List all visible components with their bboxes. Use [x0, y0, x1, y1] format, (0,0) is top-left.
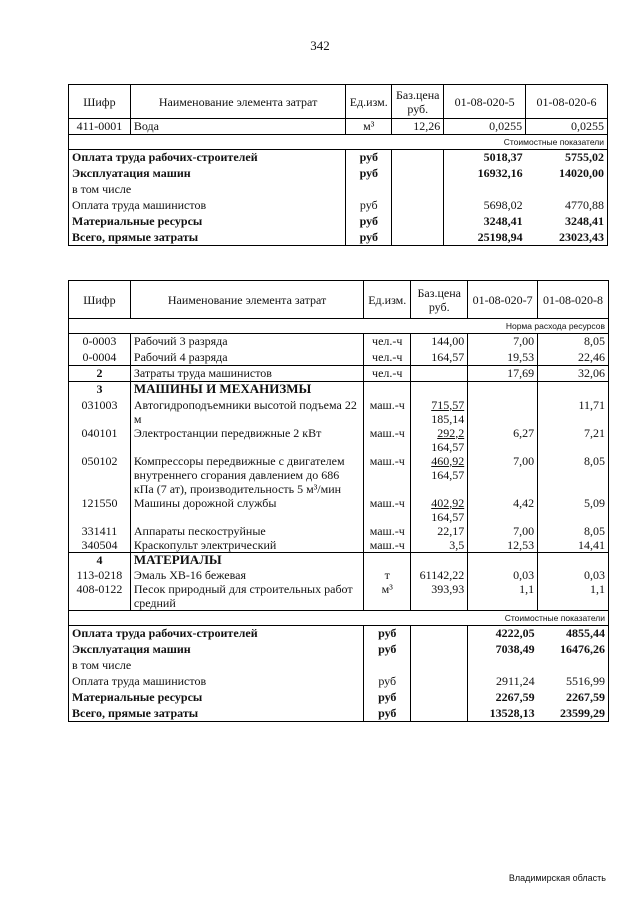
- column-header: Наименование элемента затрат: [130, 85, 345, 119]
- spacer: [392, 150, 444, 166]
- summary-label: в том числе: [69, 658, 364, 674]
- resource-code: 040101: [69, 426, 131, 454]
- table-row: [69, 568, 609, 582]
- value-col-1: 17,69: [468, 366, 538, 382]
- summary-unit: руб: [364, 642, 411, 658]
- spacer: [346, 135, 392, 150]
- spacer: [411, 642, 468, 658]
- value-col-2: 5516,99: [538, 674, 609, 690]
- base-price-value: 61142,22: [419, 568, 465, 582]
- value-col-2: 16476,26: [538, 642, 609, 658]
- spacer: [411, 658, 468, 674]
- spacer: [411, 690, 468, 706]
- summary-label: Эксплуатация машин: [69, 642, 364, 658]
- table-row: [69, 230, 608, 246]
- summary-label: Материальные ресурсы: [69, 690, 364, 706]
- value-col-1: 19,53: [468, 350, 538, 366]
- resource-name: Рабочий 3 разряда: [130, 334, 363, 350]
- resource-name: Рабочий 4 разряда: [130, 350, 363, 366]
- resource-name: Песок природный для строительных работ средний: [130, 582, 363, 611]
- column-header: Баз.цена руб.: [411, 281, 468, 319]
- value-col-1: [468, 658, 538, 674]
- table-row: [69, 382, 609, 398]
- resource-name: Эмаль ХВ-16 бежевая: [130, 568, 363, 582]
- spacer: [69, 611, 131, 626]
- summary-unit: руб: [364, 674, 411, 690]
- spacer: [364, 552, 411, 568]
- spacer: [130, 319, 363, 334]
- summary-unit: руб: [346, 166, 392, 182]
- table-row: [69, 538, 609, 553]
- table-row: [69, 350, 609, 366]
- value-col-2: 8,05: [538, 334, 609, 350]
- section-number: 2: [69, 366, 131, 382]
- spacer: [538, 382, 609, 398]
- spacer: [411, 611, 468, 626]
- section-label: Норма расхода ресурсов: [468, 319, 609, 334]
- value-col-1: 7,00: [468, 334, 538, 350]
- summary-unit: руб: [364, 626, 411, 642]
- table-row: [69, 366, 609, 382]
- value-col-1: [468, 398, 538, 426]
- resource-unit: т: [364, 568, 411, 582]
- value-col-2: 32,06: [538, 366, 609, 382]
- cost-table-2: [68, 280, 609, 722]
- summary-label: Оплата труда машинистов: [69, 198, 346, 214]
- resource-name: Компрессоры передвижные с двигателем внутреннего сгорания давлением до 686 кПа (7 ат), производительность 5 м³/мин: [130, 454, 363, 496]
- table-row: [69, 119, 608, 135]
- table-row: [69, 334, 609, 350]
- resource-unit: чел.-ч: [364, 334, 411, 350]
- spacer: [468, 382, 538, 398]
- summary-unit: [364, 658, 411, 674]
- value-col-2: 1,1: [538, 582, 609, 611]
- value-col-2: 14020,00: [526, 166, 608, 182]
- summary-unit: [346, 182, 392, 198]
- summary-label: Оплата труда рабочих-строителей: [69, 150, 346, 166]
- value-col-1: 0,03: [468, 568, 538, 582]
- value-col-1: 16932,16: [444, 166, 526, 182]
- spacer: [411, 319, 468, 334]
- resource-unit: маш.-ч: [364, 426, 411, 454]
- base-price: [411, 454, 468, 496]
- value-col-1: 25198,94: [444, 230, 526, 246]
- table-row: [69, 166, 608, 182]
- value-col-2: [526, 182, 608, 198]
- table-row: [69, 611, 609, 626]
- base-price-secondary: 164,57: [431, 439, 465, 454]
- base-price: [411, 334, 468, 350]
- column-header: 01-08-020-5: [444, 85, 526, 119]
- resource-unit: маш.-ч: [364, 524, 411, 538]
- base-price-value: 402,92: [431, 495, 465, 510]
- value-col-1: [444, 182, 526, 198]
- value-col-2: [538, 658, 609, 674]
- resource-unit: маш.-ч: [364, 496, 411, 524]
- value-col-1: 1,1: [468, 582, 538, 611]
- base-price: [411, 538, 468, 553]
- spacer: [392, 198, 444, 214]
- resource-code: 408-0122: [69, 582, 131, 611]
- base-price: [411, 524, 468, 538]
- table-row: [69, 85, 608, 119]
- resource-code: 113-0218: [69, 568, 131, 582]
- cost-table-1: [68, 84, 608, 246]
- summary-label: Всего, прямые затраты: [69, 230, 346, 246]
- value-col-2: 11,71: [538, 398, 609, 426]
- table-row: [69, 674, 609, 690]
- base-price-value: 715,57: [431, 397, 465, 412]
- spacer: [364, 611, 411, 626]
- resource-unit: маш.-ч: [364, 454, 411, 496]
- table-row: [69, 198, 608, 214]
- table-row: [69, 182, 608, 198]
- resource-code: 340504: [69, 538, 131, 553]
- summary-label: Материальные ресурсы: [69, 214, 346, 230]
- spacer: [69, 135, 131, 150]
- spacer: [392, 135, 444, 150]
- base-price-secondary: 185,14: [431, 411, 465, 426]
- value-col-1: 13528,13: [468, 706, 538, 722]
- column-header: Баз.цена руб.: [392, 85, 444, 119]
- spacer: [130, 611, 363, 626]
- resource-code: 0-0004: [69, 350, 131, 366]
- base-price: [411, 582, 468, 611]
- summary-unit: руб: [346, 150, 392, 166]
- table-row: [69, 214, 608, 230]
- summary-label: Оплата труда рабочих-строителей: [69, 626, 364, 642]
- spacer: [392, 230, 444, 246]
- column-header: Шифр: [69, 281, 131, 319]
- resource-name: Машины дорожной службы: [130, 496, 363, 524]
- value-col-2: 23023,43: [526, 230, 608, 246]
- spacer: [69, 319, 131, 334]
- base-price-value: 3,5: [449, 537, 465, 552]
- column-header: 01-08-020-7: [468, 281, 538, 319]
- column-header: 01-08-020-8: [538, 281, 609, 319]
- spacer: [392, 166, 444, 182]
- value-col-2: 8,05: [538, 454, 609, 496]
- column-header: Ед.изм.: [346, 85, 392, 119]
- resource-code: 031003: [69, 398, 131, 426]
- value-col-1: 4,42: [468, 496, 538, 524]
- base-price-value: 393,93: [431, 582, 465, 596]
- resource-unit: чел.-ч: [364, 366, 411, 382]
- value-col-1: 3248,41: [444, 214, 526, 230]
- value-col-2: 22,46: [538, 350, 609, 366]
- table-row: [69, 281, 609, 319]
- value-col-1: 5018,37: [444, 150, 526, 166]
- base-price: [411, 398, 468, 426]
- spacer: [364, 319, 411, 334]
- spacer: [411, 626, 468, 642]
- spacer: [392, 182, 444, 198]
- table-row: [69, 642, 609, 658]
- value-col-2: 0,03: [538, 568, 609, 582]
- spacer: [411, 706, 468, 722]
- value-col-1: 7,00: [468, 454, 538, 496]
- value-col-1: 2267,59: [468, 690, 538, 706]
- resource-name: Аппараты пескоструйные: [130, 524, 363, 538]
- base-price-value: 22,17: [437, 523, 465, 538]
- summary-label: Оплата труда машинистов: [69, 674, 364, 690]
- base-price-value: 292,2: [437, 425, 465, 440]
- table-row: [69, 524, 609, 538]
- table-row: [69, 690, 609, 706]
- table-row: [69, 135, 608, 150]
- resource-code: 121550: [69, 496, 131, 524]
- value-col-2: 4770,88: [526, 198, 608, 214]
- section-label: Стоимостные показатели: [468, 611, 609, 626]
- summary-label: Всего, прямые затраты: [69, 706, 364, 722]
- resource-name: Автогидроподъемники высотой подъема 22 м: [130, 398, 363, 426]
- value-col-2: 8,05: [538, 524, 609, 538]
- table-row: [69, 398, 609, 426]
- base-price: [411, 350, 468, 366]
- column-header: Ед.изм.: [364, 281, 411, 319]
- footer-region: Владимирская область: [508, 873, 606, 883]
- value-col-1: 4222,05: [468, 626, 538, 642]
- resource-unit: маш.-ч: [364, 398, 411, 426]
- table-row: [69, 552, 609, 568]
- value-col-2: 14,41: [538, 538, 609, 553]
- table-row: [69, 150, 608, 166]
- value-col-2: 3248,41: [526, 214, 608, 230]
- resource-name: Вода: [130, 119, 345, 135]
- spacer: [364, 382, 411, 398]
- resource-code: 411-0001: [69, 119, 131, 135]
- base-price: 12,26: [392, 119, 444, 135]
- page-number: 342: [310, 38, 330, 53]
- base-price: [411, 568, 468, 582]
- spacer: [411, 674, 468, 690]
- section-number: 3: [69, 382, 131, 398]
- value-col-2: 23599,29: [538, 706, 609, 722]
- summary-label: Эксплуатация машин: [69, 166, 346, 182]
- table-row: [69, 454, 609, 496]
- value-col-2: 5,09: [538, 496, 609, 524]
- resource-name: Электростанции передвижные 2 кВт: [130, 426, 363, 454]
- spacer: [392, 214, 444, 230]
- spacer: [538, 552, 609, 568]
- spacer: [468, 552, 538, 568]
- summary-unit: руб: [346, 198, 392, 214]
- column-header: Наименование элемента затрат: [130, 281, 363, 319]
- column-header: 01-08-020-6: [526, 85, 608, 119]
- value-col-1: 7,00: [468, 524, 538, 538]
- base-price-value: 144,00: [431, 334, 465, 348]
- resource-name: Затраты труда машинистов: [130, 366, 363, 382]
- spacer: [411, 382, 468, 398]
- table-row: [69, 706, 609, 722]
- value-col-2: 7,21: [538, 426, 609, 454]
- summary-unit: руб: [346, 230, 392, 246]
- resource-unit: м³: [346, 119, 392, 135]
- spacer: [411, 552, 468, 568]
- value-col-2: 4855,44: [538, 626, 609, 642]
- section-title: МАТЕРИАЛЫ: [130, 552, 363, 568]
- resource-code: 331411: [69, 524, 131, 538]
- value-col-1: 12,53: [468, 538, 538, 553]
- summary-label: в том числе: [69, 182, 346, 198]
- summary-unit: руб: [364, 706, 411, 722]
- base-price: [411, 496, 468, 524]
- value-col-1: 5698,02: [444, 198, 526, 214]
- table-row: [69, 658, 609, 674]
- value-col-1: 7038,49: [468, 642, 538, 658]
- spacer: [411, 366, 468, 382]
- table-row: [69, 496, 609, 524]
- value-col-1: 2911,24: [468, 674, 538, 690]
- section-label: Стоимостные показатели: [444, 135, 608, 150]
- section-number: 4: [69, 552, 131, 568]
- resource-code: 0-0003: [69, 334, 131, 350]
- base-price-secondary: 164,57: [431, 467, 465, 482]
- column-header: Шифр: [69, 85, 131, 119]
- base-price-value: 164,57: [431, 349, 465, 364]
- table-row: [69, 582, 609, 611]
- table-row: [69, 626, 609, 642]
- value-col-2: 2267,59: [538, 690, 609, 706]
- resource-unit: м³: [364, 582, 411, 611]
- value-col-1: 6,27: [468, 426, 538, 454]
- base-price-secondary: 164,57: [431, 509, 465, 524]
- value-col-2: 0,0255: [526, 119, 608, 135]
- base-price: [411, 426, 468, 454]
- resource-name: Краскопульт электрический: [130, 538, 363, 553]
- value-col-1: 0,0255: [444, 119, 526, 135]
- spacer: [130, 135, 345, 150]
- resource-unit: чел.-ч: [364, 350, 411, 366]
- section-title: МАШИНЫ И МЕХАНИЗМЫ: [130, 382, 363, 398]
- base-price-value: 460,92: [431, 453, 465, 468]
- table-row: [69, 426, 609, 454]
- summary-unit: руб: [346, 214, 392, 230]
- resource-code: 050102: [69, 454, 131, 496]
- summary-unit: руб: [364, 690, 411, 706]
- table-row: [69, 319, 609, 334]
- resource-unit: маш.-ч: [364, 538, 411, 553]
- value-col-2: 5755,02: [526, 150, 608, 166]
